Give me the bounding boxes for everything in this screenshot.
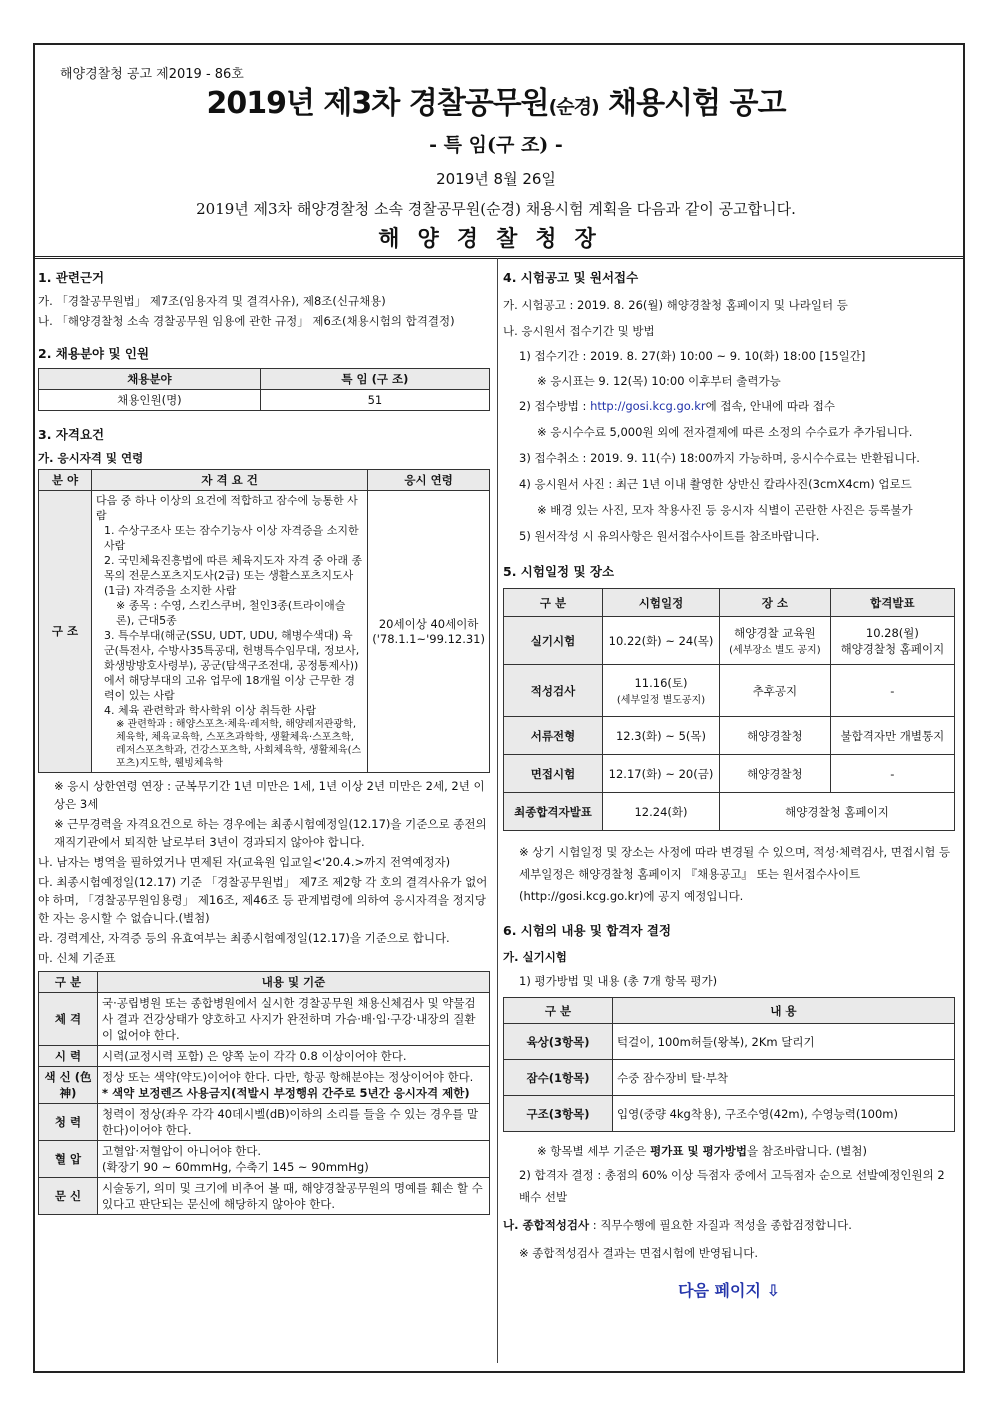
body-row-key: 혈 압 (39, 1141, 98, 1178)
s3-item-ma: 마. 신체 기준표 (38, 951, 116, 965)
practical-items: 수중 잠수장비 탈·부착 (613, 1060, 955, 1096)
schedule-header: 구 분 (504, 589, 603, 617)
schedule-date: 12.3(화) ~ 5(목) (603, 717, 720, 755)
s6-item-a: 가. 실기시험 (503, 950, 567, 964)
body-row-value: 국·공립병원 또는 종합병원에서 실시한 경찰공무원 채용신체검사 및 약물검사 결과 건강상태가 양호하고 사지가 완전하며 가슴·배·입·구강·내장의 질환이 없어야 한다. (98, 993, 490, 1046)
schedule-date (603, 665, 720, 717)
schedule-result (830, 617, 954, 665)
s4-b2-suffix: 에 접속, 안내에 따라 접수 (705, 399, 835, 413)
place-main: 해양경찰 교육원 (734, 626, 816, 640)
title-part-b: (순경) (548, 96, 599, 118)
schedule-header: 시험일정 (603, 589, 720, 617)
section-3-title: 3. 자격요건 (38, 427, 105, 442)
schedule-date: 10.22(화) ~ 24(목) (603, 617, 720, 665)
section-2-title: 2. 채용분야 및 인원 (38, 346, 150, 361)
schedule-table (503, 588, 955, 831)
qual-age-range: 20세이상 40세이하 (378, 616, 479, 631)
recruit-count: 51 (260, 390, 489, 411)
qual-2: 2. 국민체육진흥법에 따른 체육지도자 자격 중 아래 종목의 전문스포츠지도사(2급) 또는 생활스포츠지도사(1급) 자격증을 소지한 사람 (104, 554, 363, 597)
s4-b4: 4) 응시원서 사진 : 최근 1년 이내 촬영한 상반신 칼라사진(3cmX4cm) 업로드 (519, 477, 912, 491)
body-standard-table (38, 971, 490, 1215)
s6-note (503, 1140, 955, 1162)
body-row-key: 청 력 (39, 1104, 98, 1141)
date-main: 11.16(토) (634, 676, 688, 690)
s6-na-note: ※ 종합적성검사 결과는 면접시험에 반영됩니다. (519, 1246, 758, 1260)
practical-category: 육상(3항목) (504, 1024, 613, 1060)
body-header-field: 구 분 (39, 972, 98, 993)
schedule-stage: 면접시험 (504, 755, 603, 793)
body-header-content: 내용 및 기준 (98, 972, 490, 993)
body-row-value: 시력(교정시력 포함) 은 양쪽 눈이 각각 0.8 이상이어야 한다. (98, 1046, 490, 1067)
practical-header: 내 용 (613, 998, 955, 1024)
schedule-result: 불합격자만 개별통지 (830, 717, 954, 755)
schedule-result: - (830, 755, 954, 793)
qual-requirements (92, 491, 368, 773)
schedule-stage: 서류전형 (504, 717, 603, 755)
schedule-place (720, 617, 831, 665)
body-row-value (98, 1141, 490, 1178)
schedule-stage: 적성검사 (504, 665, 603, 717)
body-row-key: 색 신 (色神) (39, 1067, 98, 1104)
qual-header-field: 분 야 (39, 470, 92, 491)
s4-b2-prefix: 2) 접수방법 : (519, 399, 591, 413)
page-title (0, 78, 992, 122)
lead-text: 2019년 제3차 해양경찰청 소속 경찰공무원(순경) 채용시험 계획을 다음과 같이 공고합니다. (196, 200, 796, 218)
s6-a2: 2) 합격자 결정 : 총점의 60% 이상 득점자 중에서 고득점자 순으로 선발예정인원의 2배수 선발 (519, 1168, 945, 1204)
s3-sub-a: 가. 응시자격 및 연령 (38, 451, 144, 465)
s4-item-b: 나. 응시원서 접수기간 및 방법 (503, 324, 655, 338)
qual-field: 구 조 (39, 491, 92, 773)
s3-item-ra: 라. 경력계산, 자격증 등의 유효여부는 최종시험예정일(12.17)을 기준으로 합니다. (38, 931, 450, 945)
s3-item-na: 나. 남자는 병역을 필하였거나 면제된 자(교육원 입교일<'20.4.>까지 전역예정자) (38, 855, 451, 869)
schedule-stage: 실기시험 (504, 617, 603, 665)
qual-4-note: ※ 관련학과 : 해양스포츠·체육·레저학, 해양레저관광학, 체육학, 체육교육학, 스포츠과학학, 생활체육·스포츠학, 레저스포츠학과, 건강스포츠학, 사회체육학, 생활체육(스포츠)지도학, 웰빙체육학 (116, 719, 362, 769)
s4-b2 (503, 394, 955, 418)
body-row-key: 체 격 (39, 993, 98, 1046)
s5-note: ※ 상기 시험일정 및 장소는 사정에 따라 변경될 수 있으며, 적성·체력검사, 면접시험 등 세부일정은 해양경찰청 홈페이지 『채용공고』 또는 원서접수사이트(http://gosi.kcg.go.kr)에 공지 예정입니다. (519, 845, 951, 903)
qual-intro: 다음 중 하나 이상의 요건에 적합하고 잠수에 능통한 사람 (96, 494, 358, 522)
body-row-key: 문 신 (39, 1178, 98, 1215)
qual-header-req: 자 격 요 건 (92, 470, 368, 491)
agency-name: 해양경찰청장 (378, 226, 614, 252)
column-divider (497, 258, 498, 1363)
s4-b1-note: ※ 응시표는 9. 12(목) 10:00 이후부터 출력가능 (537, 374, 781, 388)
qual-age (368, 491, 490, 773)
schedule-header: 합격발표 (830, 589, 954, 617)
qual-2-note: ※ 종목 : 수영, 스킨스쿠버, 철인3종(트라이애슬론), 근대5종 (116, 599, 346, 627)
s6-item-na (503, 1214, 955, 1236)
section-5-title: 5. 시험일정 및 장소 (503, 564, 615, 579)
place-note: (세부장소 별도 공지) (729, 645, 821, 656)
color-vision-note: * 색약 보정렌즈 사용금지(적발시 부정행위 간주로 5년간 응시자격 제한) (102, 1086, 470, 1100)
title-part-a: 2019년 제3차 경찰공무원 (206, 86, 549, 121)
subtitle: - 특 임(구 조) - (429, 134, 563, 156)
practical-items: 입영(중량 4kg착용), 구조수영(42m), 수영능력(100m) (613, 1096, 955, 1132)
section-6-title: 6. 시험의 내용 및 합격자 결정 (503, 923, 672, 938)
section-1-title: 1. 관련근거 (38, 270, 105, 285)
s6-note-bold: 평가표 및 평가방법 (650, 1144, 748, 1158)
schedule-place: 해양경찰청 (720, 755, 831, 793)
s4-b1: 1) 접수기간 : 2019. 8. 27(화) 10:00 ~ 9. 10(화) 18:00 [15일간] (519, 349, 866, 363)
qual-header-age: 응시 연령 (368, 470, 490, 491)
notice-date: 2019년 8월 26일 (436, 170, 556, 188)
practical-category: 잠수(1항목) (504, 1060, 613, 1096)
s4-item-a: 가. 시험공고 : 2019. 8. 26(월) 해양경찰청 홈페이지 및 나라일터 등 (503, 298, 848, 312)
qual-4: 4. 체육 관련학과 학사학위 이상 취득한 사람 (104, 704, 317, 717)
section-4-title: 4. 시험공고 및 원서접수 (503, 270, 639, 285)
next-page-link[interactable]: 다음 페이지 ⇩ (678, 1281, 780, 1300)
schedule-place: 추후공지 (720, 665, 831, 717)
recruit-table (38, 368, 490, 411)
schedule-place: 해양경찰청 (720, 717, 831, 755)
practical-test-table (503, 997, 955, 1132)
result-date: 10.28(월) (865, 625, 919, 640)
blood-pressure-text: 고혈압·저혈압이 아니어야 한다. (102, 1144, 262, 1158)
body-row-value (98, 1067, 490, 1104)
result-note: 해양경찰청 홈페이지 (840, 641, 945, 656)
qual-age-dates: ('78.1.1~'99.12.31) (372, 631, 485, 646)
left-column (38, 262, 490, 1215)
s6-na-label: 나. 종합적성검사 (503, 1218, 590, 1232)
blood-pressure-range: (확장기 90 ~ 60mmHg, 수축기 145 ~ 90mmHg) (102, 1160, 369, 1174)
qual-1: 1. 수상구조사 또는 잠수기능사 이상 자격증을 소지한 사람 (104, 524, 359, 552)
schedule-stage: 최종합격자발표 (504, 793, 603, 831)
body-row-key: 시 력 (39, 1046, 98, 1067)
s3-note-2: ※ 근무경력을 자격요건으로 하는 경우에는 최종시험예정일(12.17)을 기준으로 종전의 재직기관에서 퇴직한 날로부터 3년이 경과되지 않아야 합니다. (54, 817, 487, 849)
s4-b3: 3) 접수취소 : 2019. 9. 11(수) 18:00까지 가능하며, 응시수수료는 반환됩니다. (519, 451, 920, 465)
recruit-header-value: 특 임 (구 조) (260, 369, 489, 390)
s3-item-da: 다. 최종시험예정일(12.17) 기준 「경찰공무원법」 제7조 제2항 각 호의 결격사유가 없어야 하며, 「경찰공무원임용령」 제16조, 제46조 등 관계법령에 의하여 응시자격을 정지당한 자는 응시할 수 없습니다.(별첨) (38, 875, 488, 925)
s4-b2-note: ※ 응시수수료 5,000원 외에 전자결제에 따른 소정의 수수료가 추가됩니다. (537, 425, 913, 439)
schedule-date: 12.17(화) ~ 20(금) (603, 755, 720, 793)
practical-category: 구조(3항목) (504, 1096, 613, 1132)
right-column (503, 262, 955, 1301)
practical-header: 구 분 (504, 998, 613, 1024)
color-vision-text: 정상 또는 색약(약도)이어야 한다. 다만, 항공 항해분야는 정상이어야 한다. (102, 1070, 474, 1084)
notice-number: 해양경찰청 공고 제2019 - 86호 (60, 67, 244, 82)
recruit-header-field: 채용분야 (39, 369, 261, 390)
s3-note-1: ※ 응시 상한연령 연장 : 군복무기간 1년 미만은 1세, 1년 이상 2년 미만은 2세, 2년 이상은 3세 (54, 779, 485, 811)
application-site-link[interactable]: http://gosi.kcg.go.kr (590, 399, 706, 413)
s6-na-text: : 직무수행에 필요한 자질과 적성을 종합검정합니다. (589, 1218, 852, 1232)
s6-note-prefix: ※ 항목별 세부 기준은 (537, 1144, 651, 1158)
practical-items: 턱걸이, 100m허들(왕복), 2Km 달리기 (613, 1024, 955, 1060)
schedule-result: - (830, 665, 954, 717)
qual-3: 3. 특수부대(해군(SSU, UDT, UDU, 해병수색대) 육군(특전사, 수방사35특공대, 헌병특수임무대, 정보사, 화생방방호사령부), 공군(탐색구조전대, 공정통제사))에서 해당부대의 고유 업무에 18개월 이상 근무한 경력이 있는 사람 (104, 629, 360, 702)
body-row-value: 청력이 정상(좌우 각각 40데시벨(dB)이하의 소리를 들을 수 있는 경우를 말한다)이어야 한다. (98, 1104, 490, 1141)
s6-note-suffix: 을 참조바랍니다. (별첨) (747, 1144, 867, 1158)
schedule-header: 장 소 (720, 589, 831, 617)
s4-b4-note: ※ 배경 있는 사진, 모자 착용사진 등 응시자 식별이 곤란한 사진은 등록불가 (537, 503, 913, 517)
schedule-date: 12.24(화) (603, 793, 720, 831)
s1-item-b: 나. 「해양경찰청 소속 경찰공무원 임용에 관한 규정」 제6조(채용시험의 합격결정) (38, 314, 455, 328)
qualification-table (38, 469, 490, 773)
header-divider (35, 256, 963, 259)
recruit-label: 채용인원(명) (39, 390, 261, 411)
date-note: (세부일정 별도공지) (616, 695, 706, 706)
body-row-value: 시술동기, 의미 및 크기에 비추어 볼 때, 해양경찰공무원의 명예를 훼손 할 수 있다고 판단되는 문신에 해당하지 않아야 한다. (98, 1178, 490, 1215)
title-part-c: 채용시험 공고 (598, 86, 786, 121)
schedule-place: 해양경찰청 홈페이지 (720, 793, 955, 831)
s1-item-a: 가. 「경찰공무원법」 제7조(임용자격 및 결격사유), 제8조(신규채용) (38, 294, 386, 308)
s6-a1: 1) 평가방법 및 내용 (총 7개 항목 평가) (519, 974, 718, 988)
s4-b5: 5) 원서작성 시 유의사항은 원서접수사이트를 참조바랍니다. (519, 529, 820, 543)
